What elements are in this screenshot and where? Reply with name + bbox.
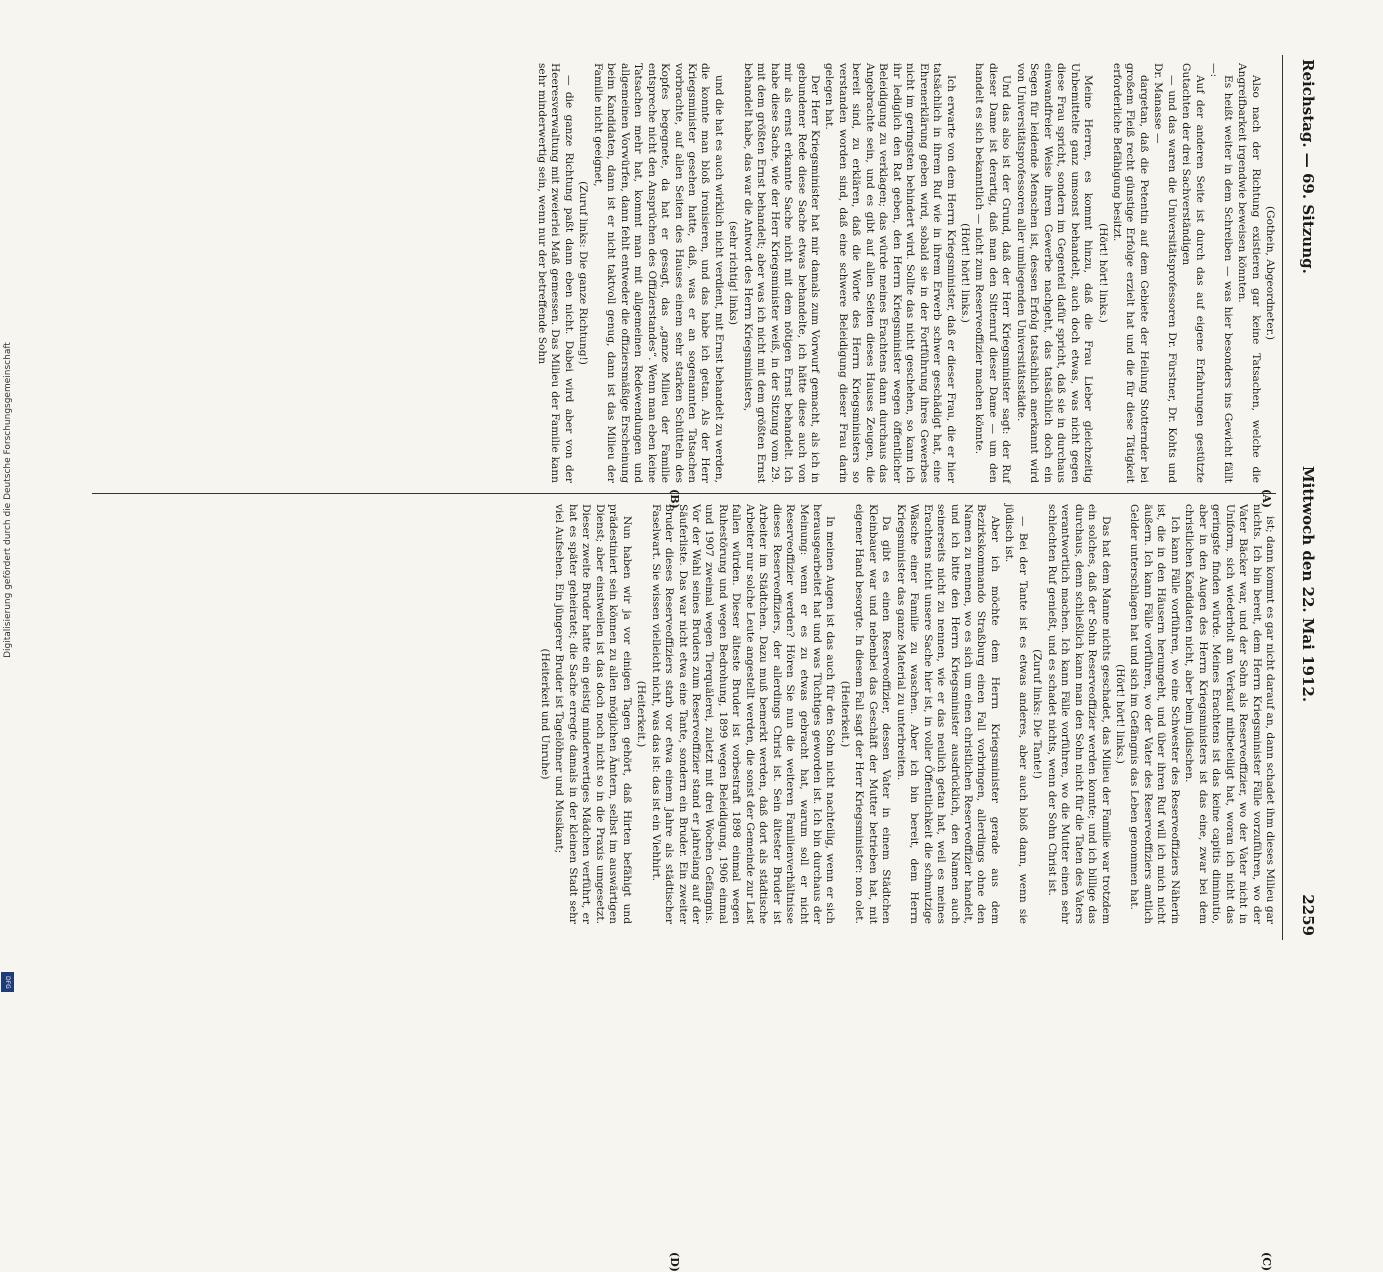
paragraph: (Zuruf links: Die ganze Richtung!) [577, 181, 590, 365]
page-number: 2259 [1299, 894, 1317, 936]
paragraph: ist; dann kommt es gar nicht darauf an, dann schadet ihm dieses Milieu gar nichts. Ich bin bereit, dem Herrn Kriegsminister Fälle vorzuführen, wo der Vater Bäcker war, und der Sohn als Reserveoffizier, wo der Vater nicht in Uniform, sich wiederholt am Verkauf mitbeteiligt hat, woran ich nicht das geringste finden würde. Meines Erachtens ist das keine capitis diminutio, aber in den Augen des Herrn Kriegsministers ist das eine, zwar bei dem christlichen Kandidaten nicht, aber beim jüdischen. [1183, 504, 1276, 924]
paragraph: (Heiterkeit.) [838, 680, 851, 748]
session-date: Mittwoch den 22. Mai 1912. [1299, 466, 1317, 703]
paragraph: Auf der anderen Seite ist durch das auf eigene Erfahrungen gestützte Gutachten der drei Sachverständigen [1180, 63, 1206, 483]
margin-marker-d: (D) [668, 1252, 681, 1272]
paragraph: — Bei der Tante ist es etwas anderes, aber auch bloß dann, wenn sie jüdisch ist. [1003, 504, 1029, 924]
paragraph: (sehr richtig! links) [727, 221, 740, 325]
paragraph: Meine Herren, es kommt hinzu, daß die Frau Lieber gleichzeitig Unbemittelte ganz umsonst behandelt, auch doch etwas, was nicht gegen diese Frau spricht, sondern im Gegenteil dafür spricht, daß sie in durchaus einwandfreier Weise ihrem Gewerbe nachgeht, das tatsächlich doch ein Segen für leidende Menschen ist, dessen Erfolg tatsächlich anerkannt wird von Universitätsprofessoren aller umliegenden Universitätsstädte. [1014, 63, 1095, 483]
margin-marker-c: (C) [1260, 1252, 1273, 1272]
right-column [92, 496, 1276, 932]
paragraph: Das hat dem Manne nichts geschadet, das Milieu der Familie war trotzdem ein solches, daß der Sohn Reserveoffizier werden konnte; und ich billige das durchaus, denn schließlich kann man den Sohn nicht für die Taten des Vaters verantwortlich machen. Ich kann Fälle vorführen, wo die Mutter einen sehr schlechten Ruf genießt, und es schadet nichts, wenn der Sohn Christ ist. [1045, 504, 1112, 924]
paragraph: — und das waren die Universitätsprofessoren Dr. Fürstner, Dr. Kohts und Dr. Manasse — [1152, 63, 1178, 483]
paragraph: (Hört! hört! links.) [1096, 223, 1109, 323]
paragraph: In meinen Augen ist das auch für den Sohn nicht nachteilig, wenn er sich herausgearbeitet hat und was Tüchtiges geworden ist. Ich bin durchaus der Meinung: wenn er es zu etwas gebracht hat, warum soll er nicht Reserveoffizier werden? Hören Sie nun die weiteren Familienverhältnisse dieses Reserveoffiziers, der allerdings Christ ist. Sein ältester Bruder ist Arbeiter im Städtchen. Dazu muß bemerkt werden, daß dort als städtische Arbeiter nur solche Leute angestellt werden, die sonst der Gemeinde zur Last fallen würden. Dieser älteste Bruder ist vorbestraft 1898 einmal wegen Ruhestörung und wegen Bedrohung, 1899 wegen Beleidigung, 1906 einmal und 1907 zweimal wegen Tierquälerei, zuletzt mit drei Wochen Gefängnis. Vor der Wahl seines Bruders zum Reserveoffizier stand er jahrelang auf der Säuferliste. Das war nicht etwa eine Tante, sondern ein Bruder. Ein zweiter Bruder dieses Reserveoffiziers starb vor etwa einem Jahre als städtischer Faselwart. Sie wissen vielleicht nicht, was das ist: das ist ein Viehhirt. [649, 504, 837, 924]
margin-marker-a: (A) [1260, 489, 1273, 508]
paragraph: Nun haben wir ja vor einigen Tagen gehört, daß Hirten befähigt und prädestiniert sein können zu allen möglichen Ämtern, selbst im auswärtigen Dienst; aber einstweilen ist das doch noch nicht so in die Praxis umgesetzt. Dieser zweite Bruder hatte ein geistig minderwertiges Mädchen verführt, er hat es später geheiratet; die Sache erregte damals in der kleinen Stadt sehr viel Aufsehen. Ein jüngerer Bruder ist Tagelöhner und Musikant; [553, 504, 633, 924]
paragraph: Da gibt es einen Reserveoffizier, dessen Vater in einem Städtchen Kleinbauer war und nebenbei das Geschäft der Mutter betrieben hat, mit eigener Hand besorgte. In diesem Fall sagt der Herr Kriegsminister: non olet. [853, 504, 893, 924]
paragraph: — die ganze Richtung paßt dann eben nicht. Dabei wird aber von der Heeresverwaltung mit zweierlei Maß gemessen. Das Milieu der Familie kann sehr minderwertig sein, wenn nur der betreffende Sohn [535, 63, 575, 483]
paragraph: Der Herr Kriegsminister hat mir damals zum Vorwurf gemacht, als ich in gebundener Rede diese Sache etwas behandelte, ich hätte diese auch von mir als ernst erkannte Sache nicht mit dem nötigen Ernst behandelt. Ich habe diese Sache, wie der Herr Kriegsminister weiß, in der Sitzung vom 29. mit dem größten Ernst behandelt; aber was ich nicht mit dem größten Ernst behandelt habe, das war die Antwort des Herrn Kriegsministers, [741, 63, 822, 483]
paragraph: (Heiterkeit.) [635, 680, 648, 748]
paragraph: Und das also ist der Grund, daß der Herr Kriegsminister sagt: der Ruf dieser Dame ist derartig, daß man den Sittenruf dieser Dame — um den handelt es sich bekanntlich — nicht zum Reserveoffizier machen könnte. [973, 63, 1013, 483]
page-header [1282, 55, 1317, 940]
left-column [92, 55, 1276, 491]
document-page [87, 55, 1317, 1272]
paragraph: Also nach der Richtung existieren gar keine Tatsachen, welche die Angreifbarkeit irgendwie beweisen könnten. [1236, 63, 1262, 483]
digitization-sidebar [0, 0, 16, 1000]
column-divider [92, 493, 1276, 494]
text-columns [92, 55, 1282, 940]
paragraph: (Zuruf links: Die Tante!) [1031, 649, 1044, 779]
paragraph: dargetan, daß die Petentin auf dem Gebiete der Heilung Stotternder bei großem Fleiß recht günstige Erfolge erzielt hat und die für diese Tätigkeit erforderliche Befähigung besitzt. [1111, 63, 1150, 483]
paragraph: (Gothein, Abgeordneter.) [1264, 206, 1276, 340]
page-title: Reichstag. — 69. Sitzung. [1299, 59, 1317, 274]
paragraph: Es heißt weiter in dem Schreiben — was hier besonders ins Gewicht fällt —: [1208, 63, 1234, 483]
paragraph: (Hört! hört! links.) [1114, 664, 1127, 764]
paragraph: Ich kann Fälle vorführen, wo eine Schwester des Reserveoffiziers Näherin ist, die in den Häusern herumgeht, und über ihren Ruf will ich mich nicht äußern. Ich kann Fälle vorführen, wo der Vater des Reserveoffiziers amtlich Gelder unterschlagen hat und sich im Gefängnis das Leben genommen hat. [1128, 504, 1181, 924]
paragraph: (Hört! hört! links.) [959, 223, 972, 323]
paragraph: Aber ich möchte dem Herrn Kriegsminister gerade aus dem Bezirkskommando Straßburg einen Fall vorbringen, allerdings ohne den Namen zu nennen, wo es sich um einen christlichen Reserveoffizier handelt, und ich bitte den Herrn Kriegsminister ausdrücklich, den Namen auch seinerseits nicht zu nennen, wie er das neulich getan hat, weil es meines Erachtens nicht unsere Sache hier ist, in voller Öffentlichkeit die schmutzige Wäsche einer Familie zu waschen. Aber ich bin bereit, dem Herrn Kriegsminister das ganze Material zu unterbreiten. [894, 504, 1001, 924]
paragraph: Ich erwarte von dem Herrn Kriegsminister, daß er dieser Frau, die er hier tatsächlich in ihrem Ruf wie in ihrem Erwerb schwer geschädigt hat, eine Ehrenerklärung geben wird, sobald sie in der Fortführung ihres Gewerbes nicht im geringsten behindert wird. Sollte das nicht geschehen, so kann ich ihr lediglich den Rat geben, den Herrn Kriegsminister wegen öffentlicher Beleidigung zu verklagen; das würde meines Erachtens dann durchaus das Angebrachte sein, und es gibt auf allen Seiten dieses Hauses Zeugen, die bereit sind, zu erklären, daß die Worte des Herrn Kriegsministers so verstanden worden sind, daß eine schwere Beleidigung dieser Frau darin gelegen hat. [823, 63, 957, 483]
sidebar-credit-text: Digitalisierung gefördert durch die Deutsche Forschungsgemeinschaft [3, 342, 14, 658]
margin-marker-b: (B) [668, 489, 681, 509]
paragraph: und die hat es auch wirklich nicht verdient, mit Ernst behandelt zu werden, die konnte man bloß ironisieren, und das habe ich getan. Als der Herr Kriegsminister gesehen hatte, daß, was er an sogenannten Tatsachen vorbrachte, auf allen Seiten des Hauses einem sehr starken Schütteln des Kopfes begegnete, da hat er gesagt, das „ganze Milieu der Familie entspreche nicht den Ansprüchen des Offizierstandes“. Wenn man eben keine Tatsachen mehr hat, kommt man mit allgemeinen Redewendungen und allgemeinen Vorwürfen, dann fehlt entweder die offiziersmäßige Erscheinung beim Kandidaten, dann ist er nicht taktvoll genug, dann ist das Milieu der Familie nicht geeignet, [591, 63, 725, 483]
dfg-logo: DFG [1, 972, 14, 992]
paragraph: (Heiterkeit und Unruhe) [538, 648, 551, 780]
